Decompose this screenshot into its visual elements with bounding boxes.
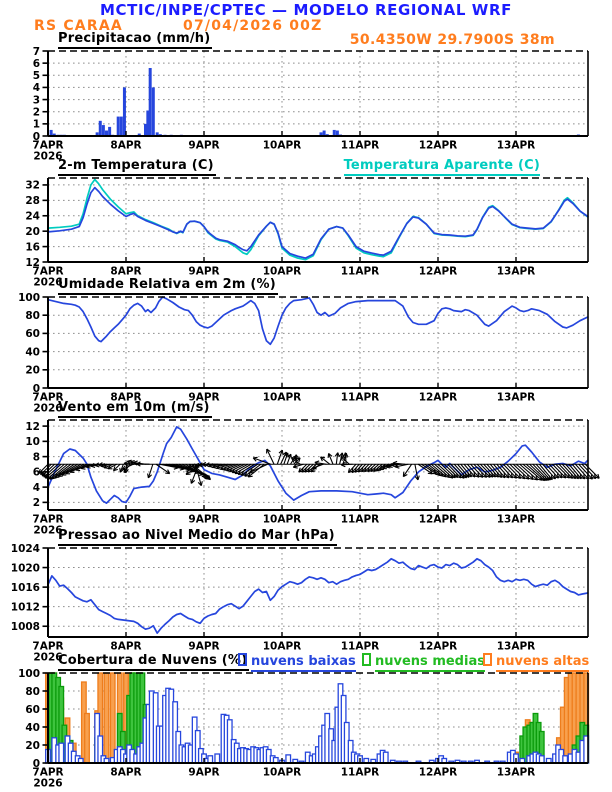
svg-text:2026: 2026 [33, 777, 63, 790]
station-coordinates: 50.4350W 29.7900S 38m [349, 32, 555, 48]
svg-text:7APR: 7APR [32, 391, 64, 404]
svg-text:10APR: 10APR [262, 513, 302, 526]
svg-text:12APR: 12APR [418, 391, 458, 404]
svg-text:1024: 1024 [10, 542, 40, 555]
svg-text:13APR: 13APR [496, 513, 536, 526]
svg-text:11APR: 11APR [340, 640, 380, 653]
legend-nuvens-medias-label: nuvens medias [375, 654, 485, 672]
svg-text:7APR: 7APR [32, 265, 64, 278]
svg-text:16: 16 [25, 241, 40, 254]
svg-text:2026: 2026 [33, 276, 63, 289]
svg-text:0: 0 [32, 130, 40, 143]
svg-text:12APR: 12APR [418, 265, 458, 278]
svg-text:9APR: 9APR [188, 265, 220, 278]
svg-text:13APR: 13APR [496, 139, 536, 152]
svg-text:1012: 1012 [10, 601, 40, 614]
svg-text:12APR: 12APR [418, 766, 458, 779]
svg-text:2026: 2026 [33, 524, 63, 537]
run-datetime: 07/04/2026 00Z [183, 18, 323, 34]
svg-text:32: 32 [25, 179, 40, 192]
svg-text:8APR: 8APR [110, 766, 142, 779]
svg-text:28: 28 [25, 195, 40, 208]
panel-title-temperatura: 2-m Temperatura (C) [58, 158, 216, 176]
svg-text:20: 20 [25, 225, 40, 238]
svg-text:1016: 1016 [10, 581, 40, 594]
svg-text:10: 10 [25, 436, 40, 449]
svg-text:6: 6 [32, 57, 40, 70]
svg-text:40: 40 [25, 346, 40, 359]
svg-text:12: 12 [25, 256, 40, 269]
svg-text:7APR: 7APR [32, 139, 64, 152]
svg-text:80: 80 [25, 310, 40, 322]
svg-text:100: 100 [18, 291, 40, 304]
svg-text:9APR: 9APR [188, 640, 220, 653]
svg-text:5: 5 [32, 70, 40, 83]
svg-text:2026: 2026 [33, 651, 63, 664]
svg-text:9APR: 9APR [188, 766, 220, 779]
svg-text:10APR: 10APR [262, 265, 302, 278]
svg-text:8APR: 8APR [110, 513, 142, 526]
legend-nuvens-altas-label: nuvens altas [496, 654, 589, 672]
svg-text:0: 0 [32, 757, 40, 770]
svg-text:8APR: 8APR [110, 265, 142, 278]
svg-text:6: 6 [32, 466, 40, 479]
svg-text:11APR: 11APR [340, 265, 380, 278]
svg-text:10APR: 10APR [262, 640, 302, 653]
svg-text:12APR: 12APR [418, 513, 458, 526]
svg-text:1020: 1020 [10, 562, 40, 575]
panel-title-pressao: Pressao ao Nivel Medio do Mar (hPa) [58, 528, 337, 546]
svg-text:8: 8 [32, 451, 40, 464]
svg-text:2026: 2026 [33, 402, 63, 415]
svg-text:8APR: 8APR [110, 139, 142, 152]
svg-text:10APR: 10APR [262, 139, 302, 152]
panel-2-temperatura-aparente [25, 178, 588, 289]
legend-temperatura-aparente: Temperatura Aparente (C) [344, 158, 540, 176]
svg-text:11APR: 11APR [340, 139, 380, 152]
panel-title-vento: Vento em 10m (m/s) [58, 400, 212, 418]
panel-1-precipitacao [32, 46, 588, 163]
svg-text:60: 60 [25, 703, 40, 716]
svg-text:7APR: 7APR [32, 766, 64, 779]
svg-text:3: 3 [32, 94, 40, 107]
svg-text:9APR: 9APR [188, 139, 220, 152]
svg-text:20: 20 [25, 739, 40, 752]
svg-text:13APR: 13APR [496, 766, 536, 779]
panel-4-velocidade-vento [25, 420, 599, 537]
svg-text:4: 4 [32, 82, 40, 95]
model-title: MCTIC/INPE/CPTEC — MODELO REGIONAL WRF [100, 1, 512, 19]
svg-text:11APR: 11APR [340, 513, 380, 526]
svg-text:2026: 2026 [33, 150, 63, 163]
svg-text:2: 2 [32, 497, 40, 510]
panel-5-pressao-nivel-mar [11, 543, 588, 664]
svg-text:9APR: 9APR [188, 391, 220, 404]
svg-text:13APR: 13APR [496, 640, 536, 653]
svg-text:11APR: 11APR [340, 766, 380, 779]
svg-text:13APR: 13APR [496, 391, 536, 404]
svg-text:11APR: 11APR [340, 391, 380, 404]
svg-text:9APR: 9APR [188, 513, 220, 526]
legend-nuvens-baixas-label: nuvens baixas [251, 654, 356, 672]
svg-text:7: 7 [32, 45, 40, 58]
svg-text:10APR: 10APR [262, 766, 302, 779]
svg-text:12APR: 12APR [418, 139, 458, 152]
svg-text:8APR: 8APR [110, 640, 142, 653]
svg-text:7APR: 7APR [32, 513, 64, 526]
svg-text:40: 40 [25, 721, 40, 734]
svg-text:2: 2 [32, 106, 40, 119]
svg-text:10APR: 10APR [262, 391, 302, 404]
svg-text:100: 100 [18, 667, 40, 680]
svg-text:20: 20 [25, 364, 40, 377]
panel-3-umidade-relativa [18, 292, 588, 415]
svg-text:7APR: 7APR [32, 640, 64, 653]
svg-text:4: 4 [32, 481, 40, 494]
svg-text:0: 0 [32, 382, 40, 395]
svg-text:12APR: 12APR [418, 640, 458, 653]
panel-title-umidade: Umidade Relativa em 2m (%) [58, 277, 278, 295]
panel-title-precipitacao: Precipitacao (mm/h) [58, 31, 212, 49]
svg-text:8APR: 8APR [110, 391, 142, 404]
svg-text:1: 1 [32, 118, 40, 131]
svg-text:13APR: 13APR [496, 265, 536, 278]
svg-text:24: 24 [25, 210, 40, 223]
panel-title-nuvens: Cobertura de Nuvens (%) [58, 653, 249, 671]
svg-text:80: 80 [25, 685, 40, 698]
station-name: RS CARAA [34, 18, 123, 34]
svg-text:12: 12 [25, 420, 40, 433]
panel-6-nuvens-altas [18, 668, 588, 790]
svg-text:1008: 1008 [10, 621, 40, 634]
svg-text:60: 60 [25, 328, 40, 341]
